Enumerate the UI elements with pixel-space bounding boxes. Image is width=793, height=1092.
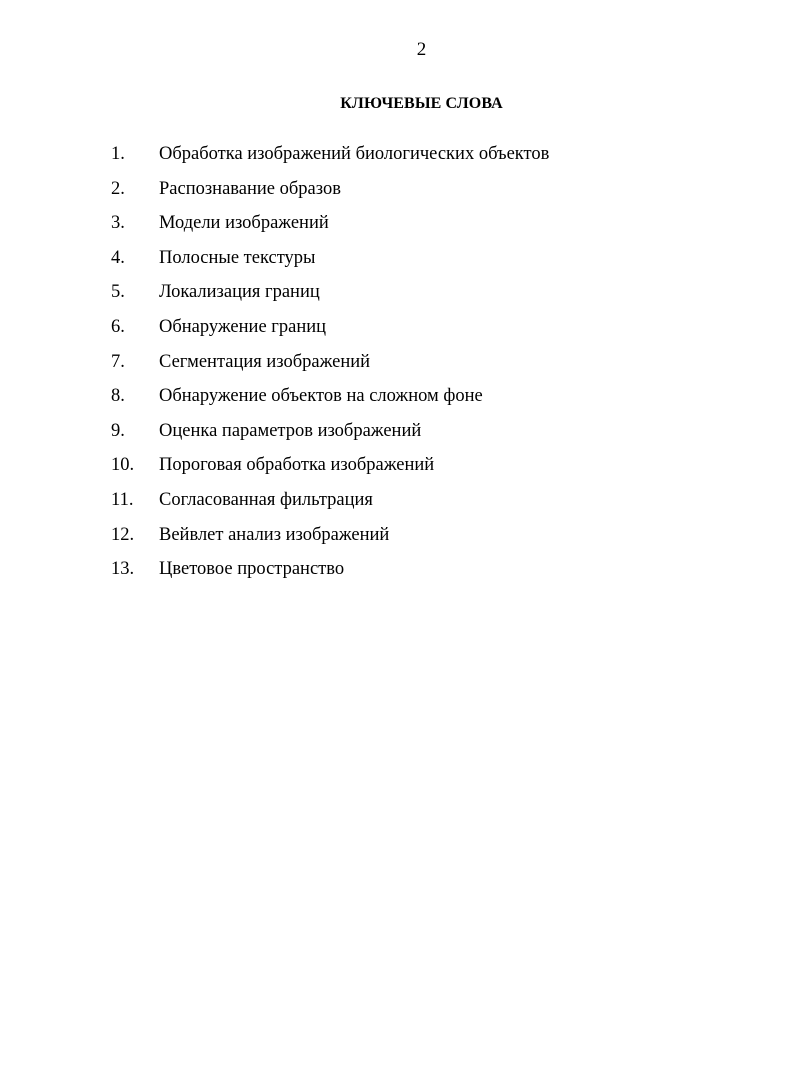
keyword-number: 4.: [111, 247, 125, 268]
keyword-text: Обработка изображений биологических объектов: [159, 144, 550, 164]
keyword-number: 6.: [111, 316, 125, 337]
keyword-text: Обнаружение границ: [159, 316, 327, 337]
keyword-text: Распознавание образов: [159, 178, 341, 199]
keyword-number: 9.: [111, 420, 125, 441]
keyword-number: 3.: [111, 213, 125, 234]
keyword-text: Полосные текстуры: [159, 247, 316, 268]
keyword-text: Вейвлет анализ изображений: [159, 524, 390, 545]
page-number: 2: [416, 39, 427, 60]
keyword-text: Модели изображений: [159, 213, 329, 234]
keyword-text: Цветовое пространство: [159, 559, 345, 580]
keyword-number: 5.: [111, 282, 125, 303]
keyword-number: 1.: [111, 144, 125, 164]
keyword-text: Обнаружение объектов на сложном фоне: [159, 386, 483, 407]
keyword-text: Сегментация изображений: [159, 351, 371, 372]
section-title: КЛЮЧЕВЫЕ СЛОВА: [340, 95, 503, 112]
keyword-number: 7.: [111, 351, 125, 372]
keyword-number: 10.: [111, 455, 135, 476]
keyword-number: 11.: [111, 489, 134, 510]
keyword-number: 8.: [111, 386, 125, 407]
keyword-text: Пороговая обработка изображений: [159, 455, 435, 476]
keyword-number: 12.: [111, 524, 135, 545]
keyword-number: 13.: [111, 559, 135, 580]
keyword-number: 2.: [111, 178, 125, 199]
keyword-text: Локализация границ: [159, 282, 320, 303]
keyword-text: Согласованная фильтрация: [159, 489, 373, 510]
keyword-text: Оценка параметров изображений: [159, 420, 422, 441]
